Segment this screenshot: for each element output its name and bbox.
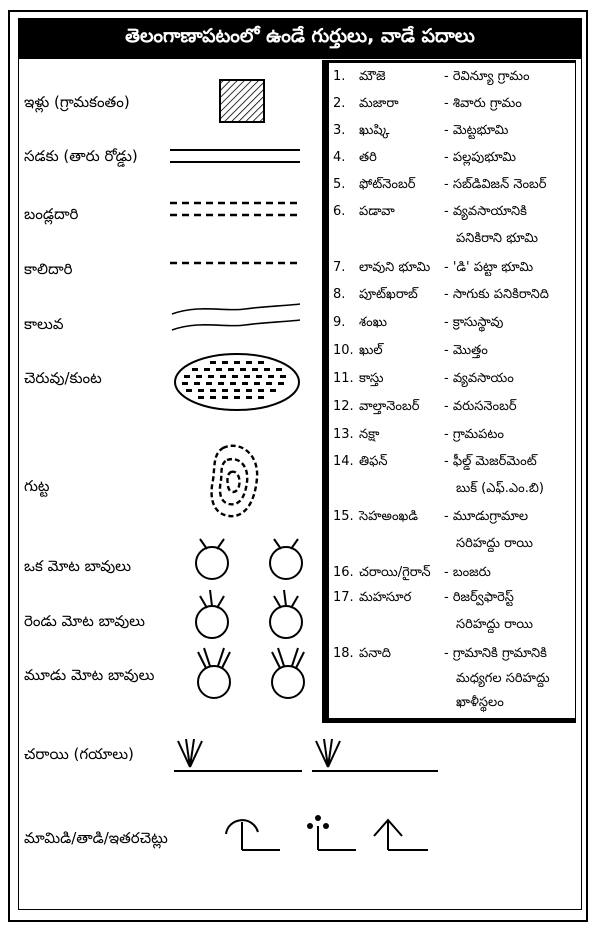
symbol-label-cart-track: బండ్లదారి <box>24 205 79 223</box>
well-one-mota-icon-2 <box>262 525 312 583</box>
symbol-label-tank: చెరువు/కుంట <box>24 369 102 387</box>
hill-contour-icon <box>205 440 265 522</box>
terms-panel: 1. మౌజె - రెవిన్యూ గ్రామం 2. మజారా - శివారు గ్రామం 3. ఖుష్కి - మెట్టభూమి 4. తరి - పల్లపుభూమి 5. ఫోట్‌నెంబర్ - సబ్‌డివిజన్ నెంబర్ 6. పడావా - వ్యవసాయానికి పనికిరాని భూమి 7. లావుని భూమి - 'డి' పట్టా భూమి 8. పూట్‌ఖరాబ్ - సాగుకు పనికిరానిది 9. శంఖు - క్రాసుస్థావు 10. ఖుల్ - మొత్తం 11. కాస్తు - వ్యవసాయం 12. వాల్తానెంబర్ - వరుసనెంబర్ 13. నక్షా - గ్రామపటం 14. తిఫన్ - ఫీల్డ్ మెజర్‌మెంట్ బుక్ (ఎఫ్.ఎం.బి) 15. సెహఅంఖడి - మూడుగ్రామాల సరిహద్దు రాయి 16. చరాయి/గైరాన్ - బంజరు 17. మహసూర - రిజర్వ్‌ఫారెస్ట్ సరిహద్దు రాయి 18. పనాది - గ్రామానికి గ్రామానికి మధ్యగల సరిహద్దు ఖాళీస్థలం <box>328 62 576 719</box>
well-two-mota-icon <box>188 582 238 642</box>
symbol-label-hill: గుట్ట <box>24 477 50 495</box>
symbol-label-well-one: ఒక మోట బావులు <box>24 557 132 575</box>
symbol-label-canal: కాలువ <box>24 315 64 333</box>
well-three-mota-icon <box>188 640 244 702</box>
footpath-dashed-line-icon <box>170 258 305 268</box>
toddy-tree-icon <box>300 810 360 856</box>
canal-wavy-lines-icon <box>170 300 305 338</box>
symbol-label-tar-road: సడకు (తారు రోడ్డు) <box>24 147 138 165</box>
symbol-label-grazing: చరాయి (గయాలు) <box>24 745 134 763</box>
cart-track-dashed-double-line-icon <box>170 198 305 220</box>
page-title: తెలంగాణాపటంలో ఉండే గుర్తులు, వాడే పదాలు <box>18 18 582 58</box>
symbol-label-footpath: కాలిదారి <box>24 260 73 278</box>
well-two-mota-icon-2 <box>262 582 312 642</box>
symbol-label-well-two: రెండు మోట బావులు <box>24 612 146 630</box>
grazing-land-grass-icon <box>172 735 442 775</box>
symbol-label-houses: ఇళ్లు (గ్రామకంతం) <box>24 93 130 111</box>
symbol-label-well-three: మూడు మోట బావులు <box>24 666 155 684</box>
well-one-mota-icon <box>188 525 238 583</box>
tar-road-double-line-icon <box>170 145 305 167</box>
tank-dashed-oval-icon <box>172 352 302 412</box>
mango-tree-icon <box>222 810 282 856</box>
village-house-hatched-square-icon <box>218 78 268 124</box>
symbol-label-trees: మామిడి/తాడి/ఇతరచెట్లు <box>24 829 168 847</box>
well-three-mota-icon-2 <box>262 640 318 702</box>
other-tree-icon <box>370 810 432 856</box>
